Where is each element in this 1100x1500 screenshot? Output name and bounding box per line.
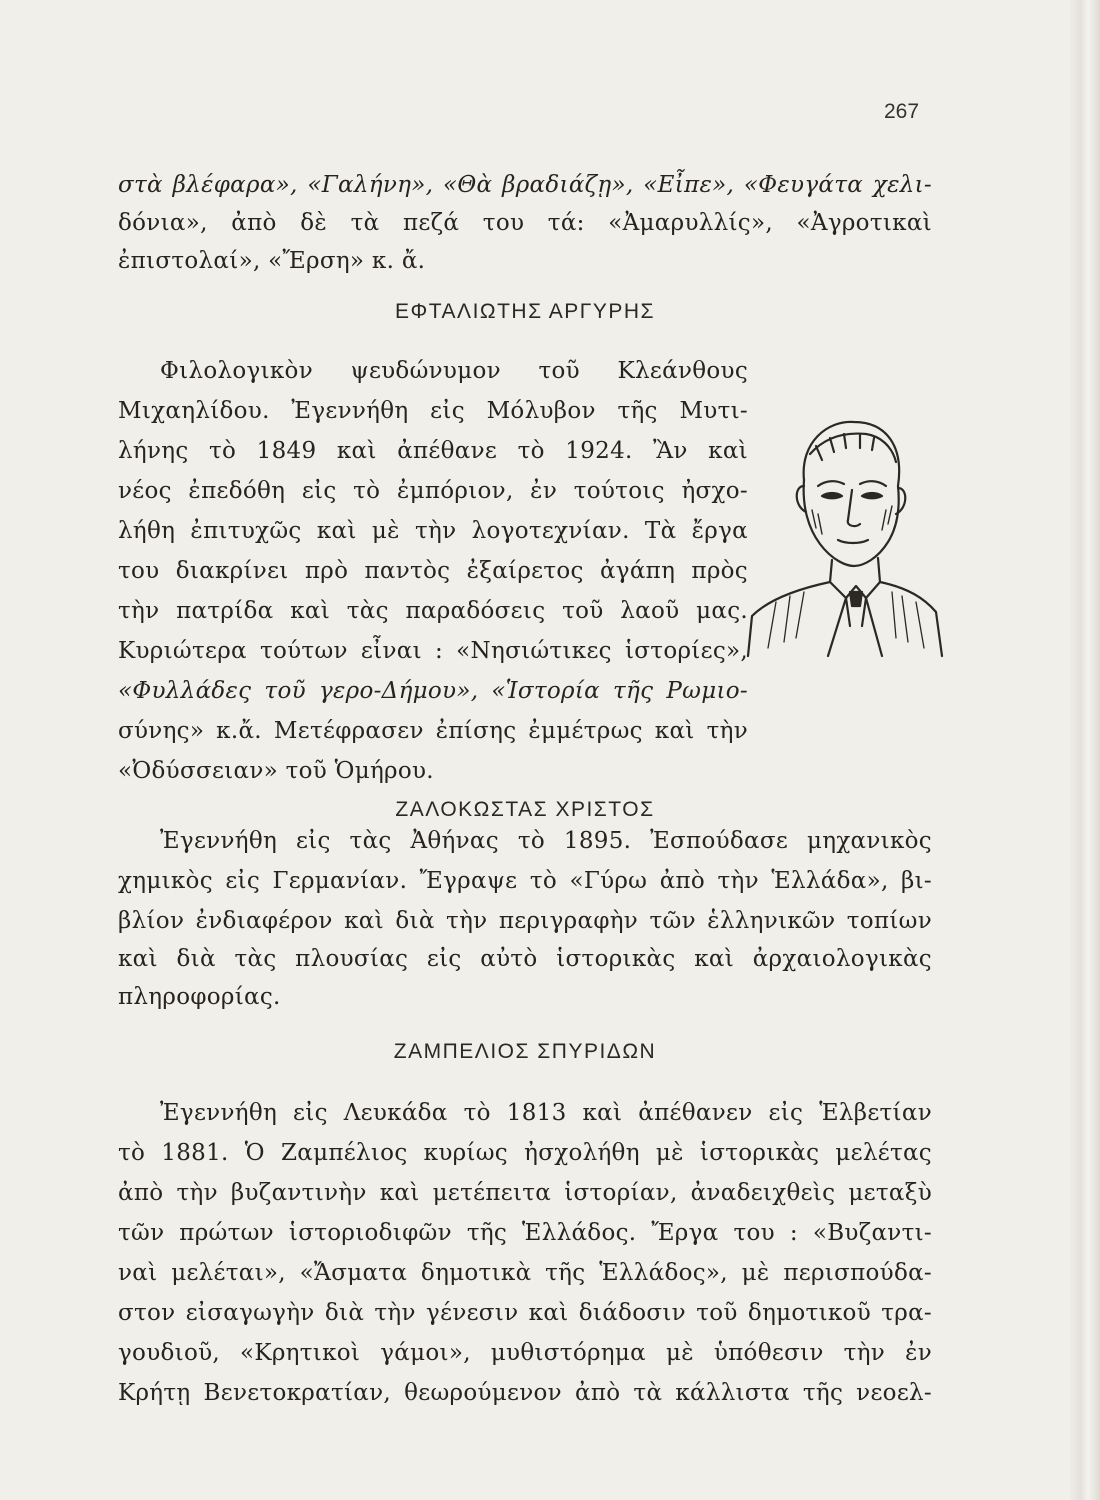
section-heading-zampelios: ΖΑΜΠΕΛΙΟΣ ΣΠΥΡΙΔΩΝ xyxy=(393,1040,657,1063)
section-1-line: Φιλολογικὸν ψευδώνυμον τοῦ Κλεάνθους xyxy=(160,358,748,384)
section-3-line: στον εἰσαγωγὴν διὰ τὴν γένεσιν καὶ διάδοσιν τοῦ δημοτικοῦ τρα- xyxy=(118,1300,932,1326)
portrait-engraving-icon xyxy=(746,402,944,660)
section-1-line: λήθη ἐπιτυχῶς καὶ μὲ τὴν λογοτεχνίαν. Τὰ ἔργα xyxy=(118,518,748,544)
page-edge xyxy=(1070,0,1100,1500)
section-1-line: λήνης τὸ 1849 καὶ ἀπέθανε τὸ 1924. Ἂν καὶ xyxy=(118,438,748,464)
section-2-line: βλίον ἐνδιαφέρον καὶ διὰ τὴν περιγραφὴν τῶν ἑλληνικῶν τοπίων xyxy=(118,908,932,934)
section-2-line: πληροφορίας. xyxy=(118,984,281,1010)
page-number: 267 xyxy=(884,100,920,123)
section-1-line: του διακρίνει πρὸ παντὸς ἐξαίρετος ἀγάπη πρὸς xyxy=(118,558,748,584)
section-1-line: τὴν πατρίδα καὶ τὰς παραδόσεις τοῦ λαοῦ μας. xyxy=(118,598,748,624)
section-2-line: Ἐγεννήθη εἰς τὰς Ἀθήνας τὸ 1895. Ἐσπούδασε μηχανικὸς xyxy=(160,828,932,854)
section-3-line: ἀπὸ τὴν βυζαντινὴν καὶ μετέπειτα ἱστορίαν, ἀναδειχθεὶς μεταξὺ xyxy=(118,1180,932,1206)
section-heading-eftaliotis: ΕΦΤΑΛΙΩΤΗΣ ΑΡΓΥΡΗΣ xyxy=(395,300,655,323)
section-2-line: χημικὸς εἰς Γερμανίαν. Ἔγραψε τὸ «Γύρω ἀπὸ τὴν Ἑλλάδα», βι- xyxy=(118,868,932,894)
section-1-line: Μιχαηλίδου. Ἐγεννήθη εἰς Μόλυβον τῆς Μυτι- xyxy=(118,398,748,424)
intro-line-3: ἐπιστολαί», «Ἔρση» κ. ἄ. xyxy=(118,248,426,274)
section-3-line: ναὶ μελέται», «Ἄσματα δημοτικὰ τῆς Ἑλλάδος», μὲ περισπούδα- xyxy=(118,1260,932,1286)
section-heading-zalokostas: ΖΑΛΟΚΩΣΤΑΣ ΧΡΙΣΤΟΣ xyxy=(395,798,655,821)
section-1-line: «Φυλλάδες τοῦ γερο-Δήμου», «Ἱστορία τῆς Ρωμιο- xyxy=(118,678,748,704)
section-3-line: γουδιοῦ, «Κρητικοὶ γάμοι», μυθιστόρημα μὲ ὑπόθεσιν τὴν ἐν xyxy=(118,1340,932,1366)
intro-line-2: δόνια», ἀπὸ δὲ τὰ πεζά του τά: «Ἀμαρυλλίς», «Ἀγροτικαὶ xyxy=(118,210,932,236)
section-1-line: Κυριώτερα τούτων εἶναι : «Νησιώτικες ἱστορίες», xyxy=(118,638,748,664)
section-1-line: νέος ἐπεδόθη εἰς τὸ ἐμπόριον, ἐν τούτοις ἠσχο- xyxy=(118,478,748,504)
section-1-line: σύνης» κ.ἄ. Μετέφρασεν ἐπίσης ἐμμέτρως καὶ τὴν xyxy=(118,718,748,744)
section-3-line: Κρήτῃ Βενετοκρατίαν, θεωρούμενον ἀπὸ τὰ κάλλιστα τῆς νεοελ- xyxy=(118,1380,932,1406)
intro-line-1: στὰ βλέφαρα», «Γαλήνη», «Θὰ βραδιάζῃ», «Εἶπε», «Φευγάτα χελι- xyxy=(118,172,932,198)
section-3-line: τῶν πρώτων ἱστοριοδιφῶν τῆς Ἑλλάδος. Ἔργα του : «Βυζαντι- xyxy=(118,1220,932,1246)
section-3-line: Ἐγεννήθη εἰς Λευκάδα τὸ 1813 καὶ ἀπέθανεν εἰς Ἑλβετίαν xyxy=(160,1100,932,1126)
section-1-line: «Ὀδύσσειαν» τοῦ Ὁμήρου. xyxy=(118,758,434,784)
section-2-line: καὶ διὰ τὰς πλουσίας εἰς αὐτὸ ἱστορικὰς καὶ ἀρχαιολογικὰς xyxy=(118,946,932,972)
section-3-line: τὸ 1881. Ὁ Ζαμπέλιος κυρίως ἠσχολήθη μὲ ἱστορικὰς μελέτας xyxy=(118,1140,932,1166)
